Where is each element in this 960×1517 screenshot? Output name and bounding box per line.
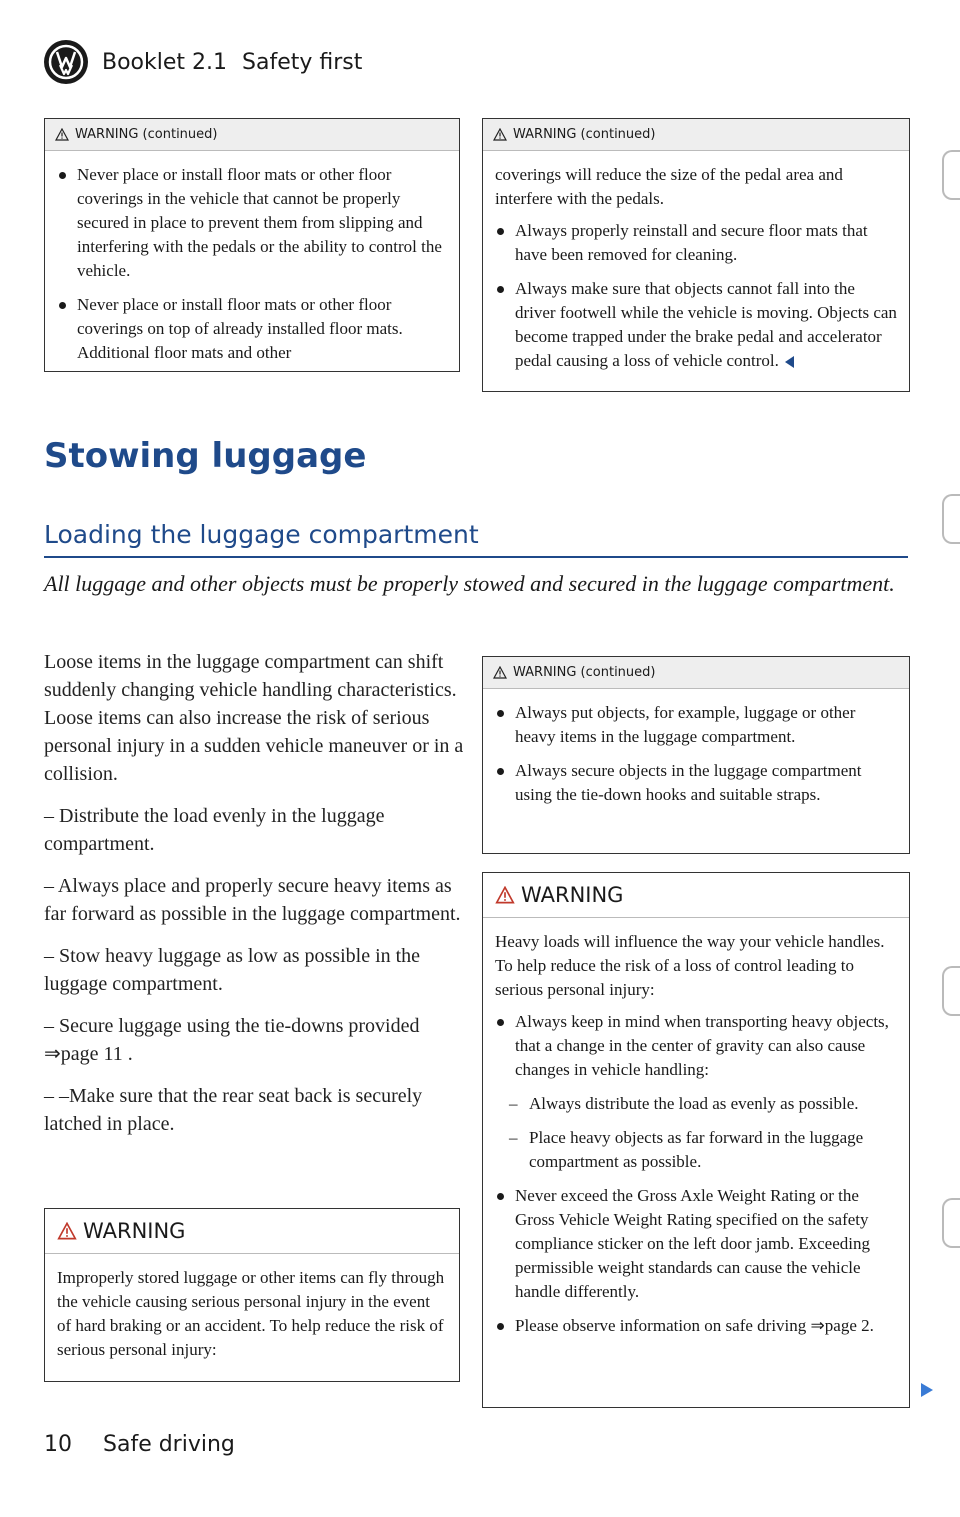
instruction-step: – Stow heavy luggage as low as possible in the luggage compartment.	[44, 945, 421, 995]
footer-section: Safe driving	[103, 1432, 235, 1457]
warning-header	[483, 119, 909, 151]
warning-box-top-left	[44, 118, 460, 372]
page-footer	[44, 1432, 235, 1457]
warning-bullet: Never place or install floor mats or other floor coverings on top of already installed floor mats. Additional floor mats and other	[57, 293, 447, 365]
warning-bullet: Always keep in mind when transporting heavy objects, that a change in the center of gravity can also cause changes in vehicle handling:	[495, 1010, 897, 1082]
warning-heading: WARNING (continued)	[513, 127, 656, 142]
warning-lead-text: Heavy loads will influence the way your vehicle handles. To help reduce the risk of a loss of control leading to serious personal injury:	[495, 932, 885, 999]
warning-triangle-icon	[57, 1222, 77, 1240]
instruction-step: – –Make sure that the rear seat back is securely latched in place.	[44, 1085, 423, 1135]
page-edge-mark	[942, 1198, 960, 1248]
warning-dash-item: – Place heavy objects as far forward in the luggage compartment as possible.	[505, 1126, 897, 1174]
page-edge-mark	[942, 150, 960, 200]
warning-triangle-icon	[55, 128, 69, 141]
warning-box-top-right	[482, 118, 910, 392]
warning-text: Improperly stored luggage or other items can fly through the vehicle causing serious personal injury in the event of hard braking or an accident. To help reduce the risk of serious personal injury:	[57, 1268, 445, 1359]
heading-rule	[44, 556, 908, 558]
body-paragraph: Loose items in the luggage compartment can shift suddenly changing vehicle handling characteristics. Loose items can also increase the risk of serious personal injury in a sudden vehicle maneuver or in a collision.	[44, 651, 464, 785]
warning-triangle-icon	[495, 886, 515, 904]
warning-box-mid-right	[482, 656, 910, 854]
warning-bullet: Please observe information on safe driving ⇒page 2.	[495, 1314, 897, 1338]
booklet-label: Booklet 2.1	[102, 49, 228, 75]
page-header	[44, 40, 362, 84]
warning-bullet	[495, 277, 897, 373]
warning-bullet: Never exceed the Gross Axle Weight Rating or the Gross Vehicle Weight Rating specified on the safety compliance sticker on the left door jamb. Exceeding permissible weight standards can cause the vehicle handle differently.	[495, 1184, 897, 1304]
instruction-step: – Distribute the load evenly in the luggage compartment.	[44, 805, 385, 855]
booklet-title: Safety first	[242, 49, 363, 75]
warning-box-bottom-right	[482, 872, 910, 1408]
warning-dash-item: – Always distribute the load as evenly as possible.	[505, 1092, 897, 1116]
warning-heading: WARNING	[521, 883, 624, 907]
warning-bullet: Always secure objects in the luggage compartment using the tie-down hooks and suitable straps.	[495, 759, 897, 807]
page-edge-mark	[942, 966, 960, 1016]
warning-heading: WARNING (continued)	[75, 127, 218, 142]
page-edge-mark	[942, 494, 960, 544]
page-number: 10	[44, 1432, 72, 1457]
warning-bullet: Always put objects, for example, luggage or other heavy items in the luggage compartment.	[495, 701, 897, 749]
body-text	[44, 648, 464, 1152]
section-title: Stowing luggage	[44, 436, 367, 476]
instruction-step: – Secure luggage using the tie-downs provided ⇒page 11 .	[44, 1015, 420, 1065]
warning-heading: WARNING (continued)	[513, 665, 656, 680]
vw-logo-icon	[44, 40, 88, 84]
warning-triangle-icon	[493, 128, 507, 141]
warning-heading: WARNING	[83, 1219, 186, 1243]
warning-box-bottom-left	[44, 1208, 460, 1382]
warning-lead-text: coverings will reduce the size of the pedal area and interfere with the pedals.	[495, 165, 843, 208]
warning-header	[45, 1209, 459, 1254]
subsection-title: Loading the luggage compartment	[44, 520, 479, 549]
warning-header	[45, 119, 459, 151]
warning-bullet: Always properly reinstall and secure floor mats that have been removed for cleaning.	[495, 219, 897, 267]
end-of-section-icon	[785, 356, 794, 368]
warning-triangle-icon	[493, 666, 507, 679]
warning-header	[483, 657, 909, 689]
warning-header	[483, 873, 909, 918]
warning-bullet-text: Always make sure that objects cannot fall into the driver footwell while the vehicle is moving. Objects can become trapped under the brake pedal and accelerator pedal causing a loss of vehicle control.	[515, 279, 897, 370]
warning-bullet: Never place or install floor mats or other floor coverings in the vehicle that cannot be properly secured in place to prevent them from slipping and interfering with the pedals or the ability to control the vehicle.	[57, 163, 447, 283]
instruction-step: – Always place and properly secure heavy items as far forward as possible in the luggage compartment.	[44, 875, 461, 925]
continue-arrow-icon	[920, 1382, 934, 1398]
header-title	[102, 50, 362, 75]
intro-text: All luggage and other objects must be properly stowed and secured in the luggage compartment.	[44, 571, 895, 596]
